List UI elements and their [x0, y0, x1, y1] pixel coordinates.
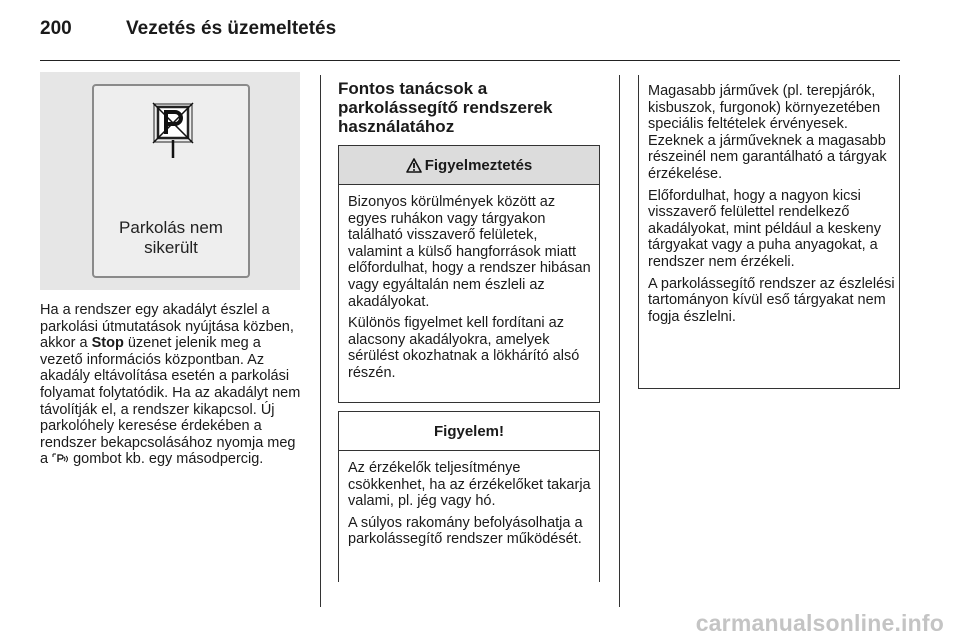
caution-header: [339, 412, 599, 451]
display-message: [92, 218, 250, 258]
warning-box: [338, 145, 600, 403]
watermark: carmanualsonline.info: [695, 610, 944, 636]
caution-title: Figyelem!: [433, 422, 505, 440]
warning-header: [339, 146, 599, 185]
left-paragraph-part1: Ha a rendszer egy akadályt észlel a parkolási útmutatások nyújtása közben, akkor a: [40, 302, 294, 352]
section-heading: Fontos tanácsok a parkolássegítő rendszerek használatához: [338, 79, 553, 136]
caution-body: [348, 460, 594, 553]
continued-caution-body: [648, 83, 898, 330]
caution-paragraph-2: A súlyos rakomány befolyásolhatja a parkolássegítő rendszer működését.: [348, 514, 583, 548]
parking-crossed-icon: [152, 102, 194, 160]
page-number: 200: [40, 18, 72, 39]
warning-paragraph-2: Különös figyelmet kell fordítani az alacsony akadályokra, amelyek sérülést okozhatnak a lökhárító alsó részén.: [348, 315, 580, 381]
stop-message-word: Stop: [91, 335, 124, 352]
column-divider-1: [320, 75, 321, 607]
continued-caution-box: [638, 75, 900, 389]
left-paragraph-part3: gombot kb. egy másodpercig.: [69, 451, 264, 468]
display-message-line1: Parkolás nem: [119, 218, 223, 237]
right-paragraph-3: A parkolássegítő rendszer az észlelési tartományon kívül eső tárgyakat nem fogja észlelni.: [648, 275, 895, 325]
warning-triangle-icon: [406, 158, 422, 173]
park-assist-button-icon: [52, 453, 69, 464]
column-divider-2: [619, 75, 620, 607]
right-paragraph-2: Előfordulhat, hogy a nagyon kicsi visszaverő felülettel rendelkező akadályokat, mint például a keskeny tárgyakat vagy a puha anyagokat, a rendszer nem érzékeli.: [648, 187, 881, 270]
warning-title: Figyelmeztetés: [424, 156, 533, 174]
warning-body: [348, 194, 594, 387]
display-message-line2: sikerült: [144, 238, 198, 257]
left-paragraph-part2: üzenet jelenik meg a vezető információs központban. Az akadály eltávolítása esetén a parkolási folyamat folytatódik. Ha az akadályt nem távolítják el, a rendszer kikapcsol. Új parkolóhely keresése érdekében a rendszer bekapcsolásához nyomja meg a: [40, 335, 301, 468]
caution-paragraph-1: Az érzékelők teljesítménye csökkenhet, ha az érzékelőket takarja valami, pl. jég vagy hó.: [348, 460, 591, 510]
left-paragraph: [40, 302, 302, 468]
caution-box: [338, 411, 600, 582]
right-paragraph-1: Magasabb járművek (pl. terepjárók, kisbuszok, furgonok) környezetében speciális feltételek érvényesek. Ezeknek a járműveknek a magasabb részeinél nem garantálható a tárgyak érzékelése.: [648, 83, 887, 182]
warning-paragraph-1: Bizonyos körülmények között az egyes ruhákon vagy tárgyakon található visszaverő felületek, valamint a külső hangforrások miatt előfordulhat, hogy a rendszer hibásan vagy egyáltalán nem észleli az akadályokat.: [348, 194, 591, 310]
chapter-title: Vezetés és üzemeltetés: [126, 18, 337, 39]
header-rule: [40, 60, 900, 61]
